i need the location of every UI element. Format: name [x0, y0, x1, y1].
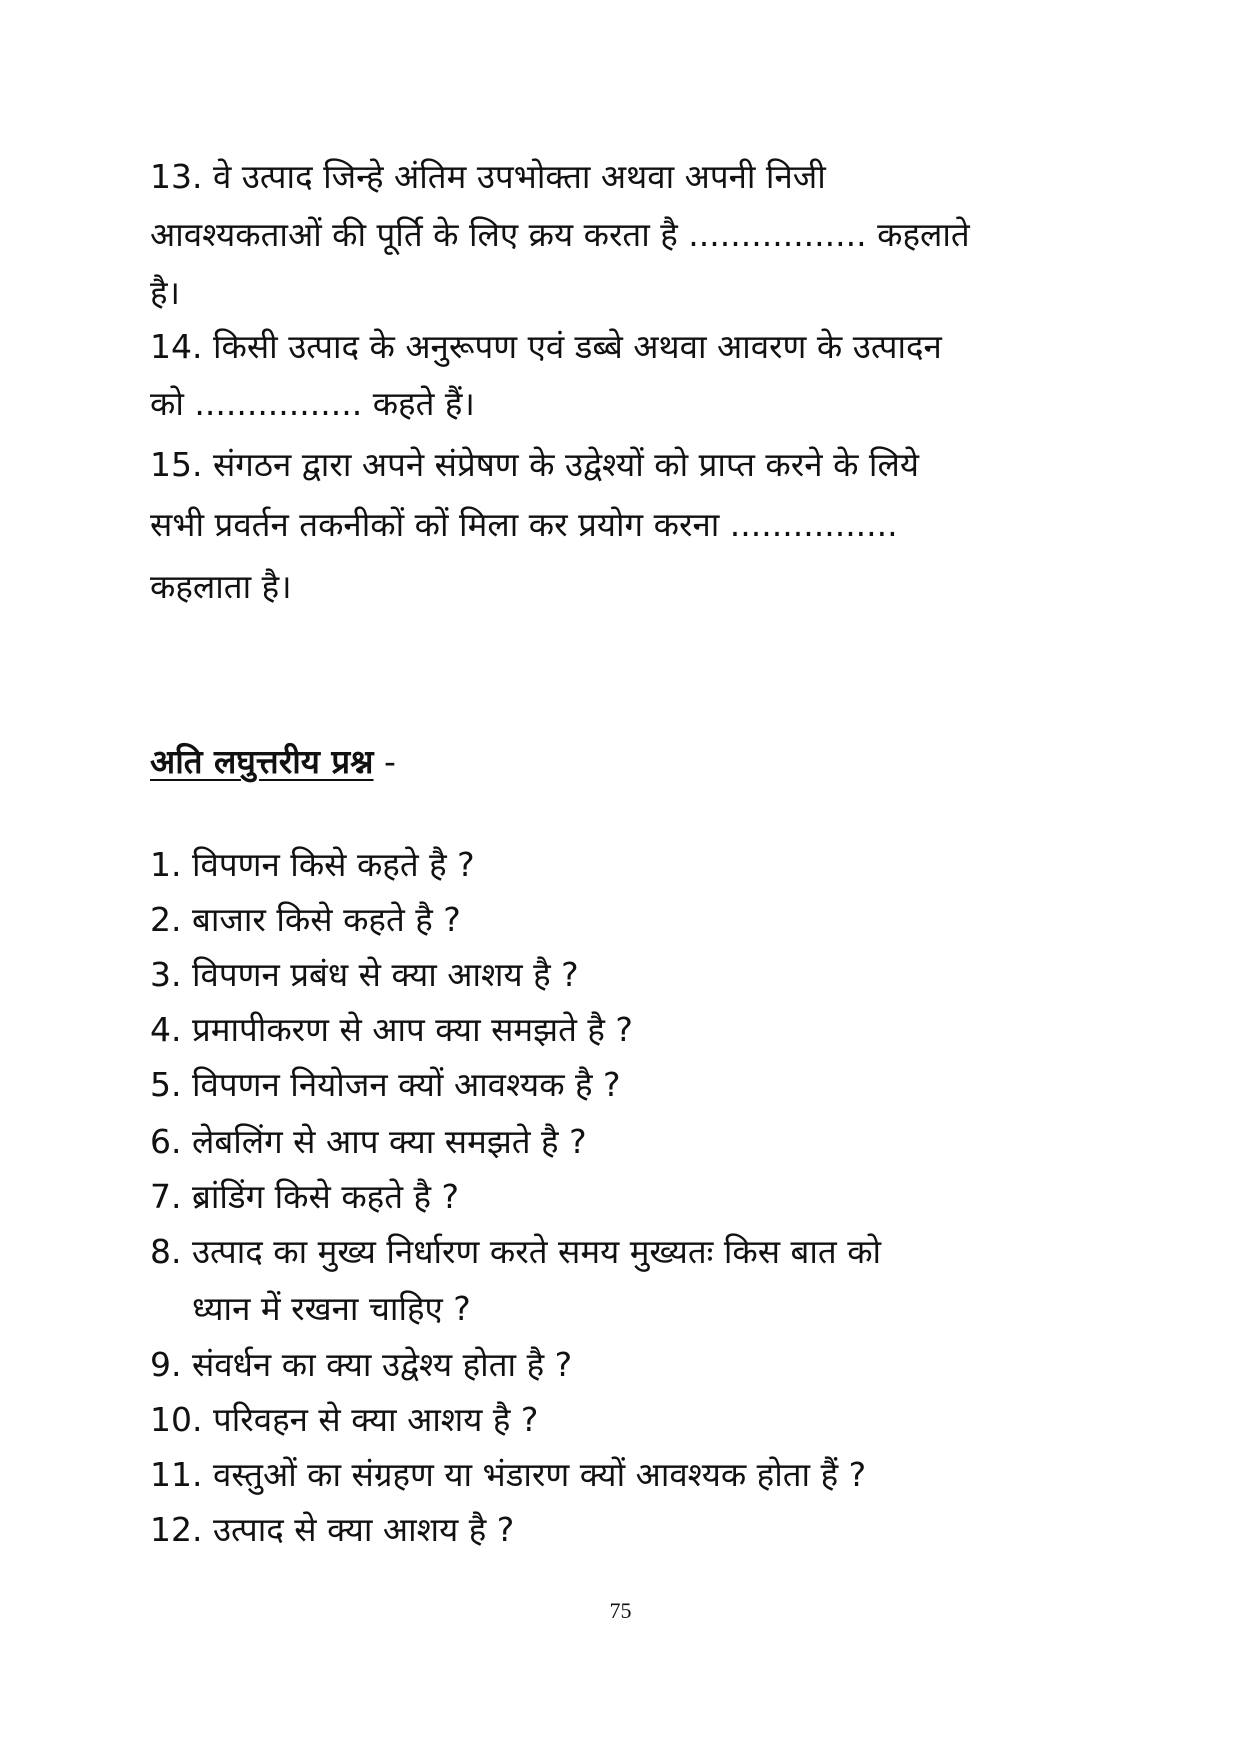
question-10: 10. परिवहन से क्या आशय है ?	[150, 1400, 539, 1439]
section-heading	[150, 738, 396, 783]
question-7: 7. ब्रांडिंग किसे कहते है ?	[150, 1177, 460, 1216]
page-number: 75	[609, 1598, 632, 1623]
question-6: 6. लेबलिंग से आप क्या समझते है ?	[150, 1122, 587, 1161]
question-8-line-1: 8. उत्पाद का मुख्य निर्धारण करते समय मुख्यतः किस बात को	[150, 1232, 882, 1271]
question-5: 5. विपणन नियोजन क्यों आवश्यक है ?	[150, 1065, 621, 1104]
fill-blank-13-line-3: है।	[150, 273, 181, 312]
section-heading-suffix: -	[373, 742, 396, 781]
question-12: 12. उत्पाद से क्या आशय है ?	[150, 1510, 515, 1549]
question-2: 2. बाजार किसे कहते है ?	[150, 900, 461, 939]
fill-blank-15-line-2: सभी प्रवर्तन तकनीकों कों मिला कर प्रयोग करना ................	[150, 505, 898, 544]
fill-blank-14-line-1: 14. किसी उत्पाद के अनुरूपण एवं डब्बे अथवा आवरण के उत्पादन	[150, 327, 942, 366]
fill-blank-15-line-1: 15. संगठन द्वारा अपने संप्रेषण के उद्वेश्यों को प्राप्त करने के लिये	[150, 445, 919, 484]
question-3: 3. विपणन प्रबंध से क्या आशय है ?	[150, 955, 579, 994]
fill-blank-15-line-3: कहलाता है।	[150, 567, 292, 606]
question-4: 4. प्रमापीकरण से आप क्या समझते है ?	[150, 1010, 633, 1049]
question-11: 11. वस्तुओं का संग्रहण या भंडारण क्यों आवश्यक होता हैं ?	[150, 1455, 867, 1494]
fill-blank-14-line-2: को ................ कहते हैं।	[150, 384, 475, 423]
question-8-line-2: ध्यान में रखना चाहिए ?	[192, 1289, 471, 1328]
question-1: 1. विपणन किसे कहते है ?	[150, 845, 475, 884]
section-heading-text: अति लघुत्तरीय प्रश्न	[150, 742, 374, 781]
fill-blank-13-line-2: आवश्यकताओं की पूर्ति के लिए क्रय करता है ................. कहलाते	[150, 215, 970, 254]
fill-blank-13-line-1: 13. वे उत्पाद जिन्हे अंतिम उपभोक्ता अथवा अपनी निजी	[150, 157, 826, 196]
question-9: 9. संवर्धन का क्या उद्वेश्य होता है ?	[150, 1345, 573, 1384]
